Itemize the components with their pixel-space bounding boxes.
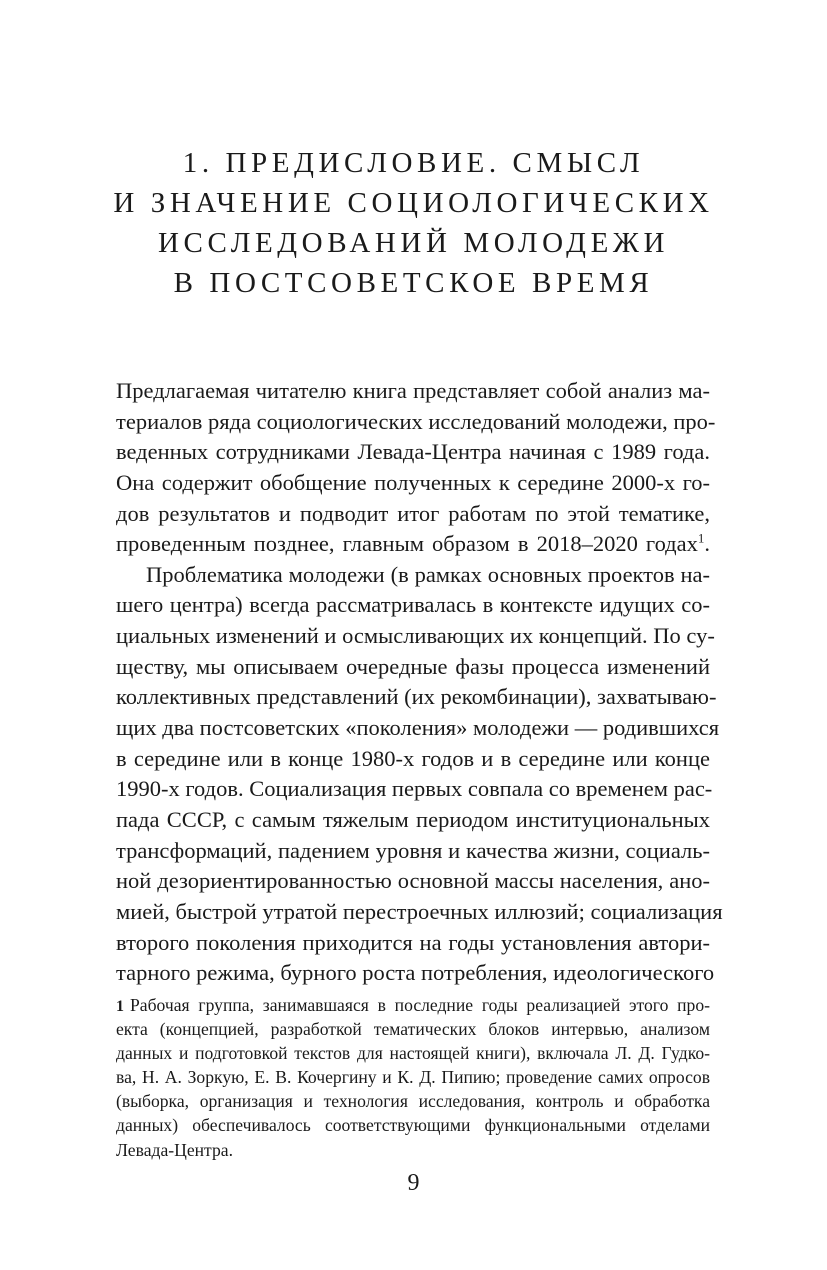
- footnote: [116, 993, 710, 1162]
- text-line: веденных сотрудниками Левада-Центра начиная с 1989 года.: [116, 439, 710, 465]
- text-line: мией, быстрой утратой перестроечных иллюзий; социализация: [116, 898, 723, 924]
- text-line: 1990-х годов. Социализация первых совпала со временем рас-: [116, 776, 713, 802]
- text-line: пада СССР, с самым тяжелым периодом институциональных: [116, 806, 710, 832]
- footnote-text: Рабочая группа, занимавшаяся в последние годы реализацией этого про-: [130, 995, 710, 1015]
- chapter-title-line: В ПОСТСОВЕТСКОЕ ВРЕМЯ: [173, 267, 654, 299]
- paragraph-1: [116, 376, 716, 560]
- paragraph-2: [116, 560, 723, 989]
- text-line: дов результатов и подводит итог работам по этой тематике,: [116, 500, 710, 526]
- text-line: териалов ряда социологических исследований молодежи, про-: [116, 408, 716, 434]
- footnote-line: ва, Н. А. Зоркую, Е. В. Кочергину и К. Д. Пипию; проведение самих опросов: [116, 1067, 710, 1088]
- text-line: Предлагаемая читателю книга представляет собой анализ ма-: [116, 378, 710, 403]
- footnote-line: данных и подготовкой текстов для настоящей книги), включала Л. Д. Гудко-: [116, 1043, 710, 1064]
- text-line: Проблематика молодежи (в рамках основных проектов на-: [146, 561, 710, 587]
- text-line: шего центра) всегда рассматривалась в контексте идущих со-: [116, 592, 710, 618]
- footnote-marker: 1: [116, 998, 124, 1015]
- footnote-line: екта (концепцией, разработкой тематических блоков интервью, анализом: [116, 1019, 710, 1040]
- text-line: тарного режима, бурного роста потребления, идеологического: [116, 960, 715, 986]
- footnote-line: данных) обеспечивалось соответствующими функциональными отделами: [116, 1115, 710, 1136]
- chapter-title-line: ИССЛЕДОВАНИЙ МОЛОДЕЖИ: [157, 227, 670, 259]
- text-line-with-footnote: [116, 529, 710, 560]
- sentence-period: .: [704, 531, 710, 557]
- chapter-title: [0, 143, 827, 303]
- body-text: [116, 376, 723, 989]
- text-line: в середине или в конце 1980-х годов и в середине или конце: [116, 745, 710, 771]
- footnote-line: Левада-Центра.: [116, 1139, 233, 1160]
- footnote-reference[interactable]: 1: [697, 530, 705, 546]
- text-line: коллективных представлений (их рекомбинации), захватываю-: [116, 684, 717, 710]
- footnote-line: [116, 993, 710, 1017]
- text-line: трансформаций, падением уровня и качества жизни, социаль-: [116, 837, 710, 863]
- text-line: второго поколения приходится на годы установления автори-: [116, 929, 710, 955]
- text-line: щих два постсоветских «поколения» молодежи — родившихся: [116, 715, 720, 741]
- text-line: Она содержит обобщение полученных к середине 2000-х го-: [116, 469, 710, 495]
- text-line: ной дезориентированностью основной массы населения, ано-: [116, 868, 710, 894]
- chapter-title-line: И ЗНАЧЕНИЕ СОЦИОЛОГИЧЕСКИХ: [113, 187, 714, 219]
- text-line: проведенным позднее, главным образом в 2018–2020 годах: [116, 531, 698, 557]
- text-line: ществу, мы описываем очередные фазы процесса изменений: [116, 653, 710, 679]
- page-number: 9: [407, 1170, 420, 1196]
- chapter-title-line: 1. ПРЕДИСЛОВИЕ. СМЫСЛ: [182, 147, 645, 179]
- text-line: циальных изменений и осмысливающих их концепций. По су-: [116, 623, 715, 649]
- footnote-line: (выборка, организация и технология исследования, контроль и обработка: [116, 1091, 710, 1112]
